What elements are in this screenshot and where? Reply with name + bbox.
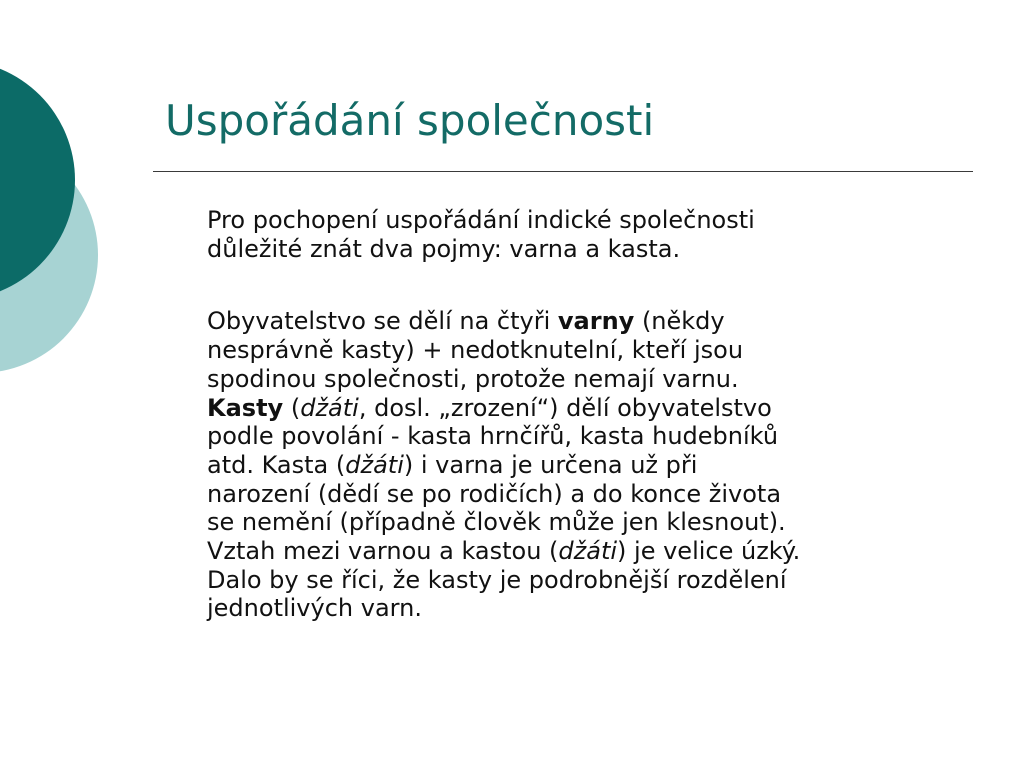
text-line: [203, 422, 978, 451]
text-run: jednotlivých varn.: [207, 594, 422, 623]
text-line: [203, 480, 978, 509]
text-run: podle povolání - kasta hrnčířů, kasta hudebníků: [207, 422, 779, 451]
bold-term: Kasty: [207, 393, 284, 422]
text-line: [203, 566, 978, 595]
title-divider: [153, 171, 973, 172]
text-line: [203, 235, 978, 264]
text-line: [203, 537, 978, 566]
paragraph: [203, 206, 978, 263]
text-run: (někdy: [634, 307, 725, 336]
text-run: ) je velice úzký.: [617, 537, 801, 566]
text-run: nesprávně kasty) + nedotknutelní, kteří jsou: [207, 336, 744, 365]
text-line: [203, 307, 978, 336]
text-run: důležité znát dva pojmy: varna a kasta.: [207, 234, 681, 263]
text-run: , dosl. „zrození“) dělí obyvatelstvo: [358, 393, 772, 422]
text-line: [203, 508, 978, 537]
text-line: [203, 365, 978, 394]
text-run: Obyvatelstvo se dělí na čtyři: [207, 307, 558, 336]
text-run: se nemění (případně člověk může jen klesnout).: [207, 508, 786, 537]
italic-term: džáti: [300, 393, 359, 422]
text-run: (: [283, 393, 301, 422]
slide-title: Uspořádání společnosti: [165, 96, 655, 145]
text-run: Pro pochopení uspořádání indické společnosti: [207, 206, 755, 234]
text-line: [203, 336, 978, 365]
italic-term: džáti: [558, 537, 618, 566]
decorative-circles: [0, 0, 110, 420]
text-run: Dalo by se říci, že kasty je podrobnější rozdělení: [207, 565, 787, 594]
italic-term: džáti: [345, 450, 404, 479]
text-run: narození (dědí se po rodičích) a do konce života: [207, 479, 782, 508]
bold-term: varny: [557, 307, 635, 336]
text-run: Vztah mezi varnou a kastou (: [207, 537, 559, 566]
text-line: [203, 451, 978, 480]
paragraph: [203, 307, 978, 623]
text-line: [203, 394, 978, 423]
text-run: spodinou společnosti, protože nemají varnu.: [207, 364, 739, 393]
text-run: ) i varna je určena už při: [403, 450, 698, 479]
text-line: [203, 594, 978, 623]
text-line: [203, 206, 978, 235]
slide-body: [203, 206, 978, 623]
text-run: atd. Kasta (: [207, 450, 346, 479]
